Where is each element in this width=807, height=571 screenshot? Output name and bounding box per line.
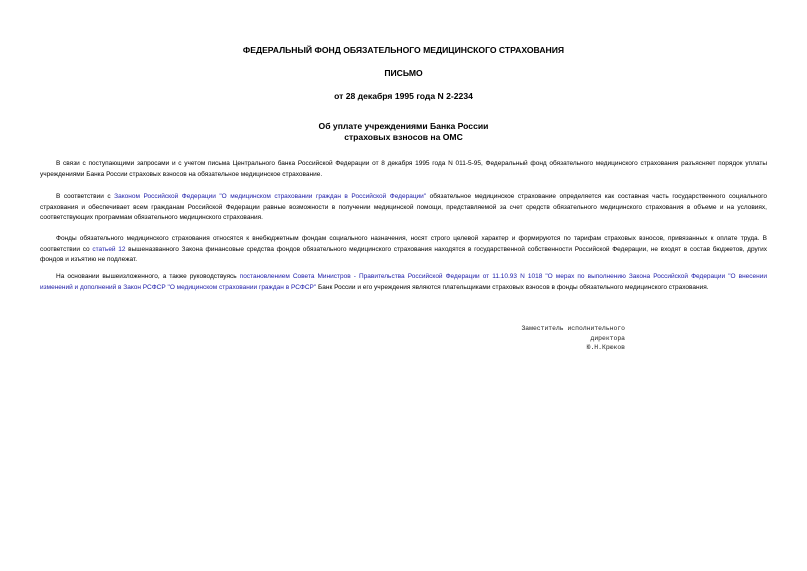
- document-type: ПИСЬМО: [384, 68, 423, 78]
- signature-name: Ю.Н.Крюков: [586, 344, 625, 352]
- government-resolution-link[interactable]: постановлением Совета Министров - Правительства Российской Федерации от 11.10.93 N 1018: [239, 273, 543, 280]
- article-12-link[interactable]: статьей 12: [92, 245, 126, 253]
- paragraph-3: [40, 234, 767, 266]
- signature-position: Заместитель исполнительного: [521, 325, 625, 332]
- paragraph-1: [40, 159, 767, 180]
- signature-position-cont: директора: [590, 334, 625, 342]
- paragraph-2: [40, 192, 767, 224]
- subject-line-2: страховых взносов на ОМС: [344, 132, 463, 142]
- document-date: от 28 декабря 1995 года N 2-2234: [334, 91, 473, 101]
- signature-block: [480, 324, 625, 353]
- paragraph-2-text-start: В соответствии с: [56, 193, 115, 200]
- paragraph-2-text-end: обязательное медицинское страхование определяется как составная часть государственного социального страхования и обеспечивает всем гражданам Российской Федерации равные возможности в получении медицинской помощи, представляемой за счет средств обязательного медицинского страхования в объеме и на условиях, соответствующих программам обязательного медицинского страхования.: [40, 193, 767, 222]
- paragraph-1-text: В связи с поступающими запросами и с учетом письма Центрального банка Российской Федерации от 8 декабря 1995 года N 011-5-95, Федеральный фонд обязательного медицинского страхования разъясняет порядок уплаты учреждениями Банка России страховых взносов на обязательное медицинское страхование.: [40, 160, 767, 178]
- paragraph-4-text-start: На основании вышеизложенного, а также руководствуясь: [56, 273, 240, 280]
- law-amendments-link[interactable]: "О мерах по выполнению Закона Российской Федерации "О внесении изменений и дополнений в Закон РСФСР "О медицинском страховании граждан в РСФСР": [40, 273, 767, 291]
- paragraph-3-text-end: вышеназванного Закона финансовые средства фондов обязательного медицинского страхования находятся в государственной собственности Российской Федерации, не входят в состав бюджетов, других фондов и изъятию не подлежат.: [40, 245, 768, 264]
- paragraph-3-text-start: Фонды обязательного медицинского страхования относятся к внебюджетным фондам социального назначения, носят строго целевой характер и формируются по тарифам страховых взносов, привязанных к оплате труда. В соответствии со: [40, 235, 767, 253]
- organization-title: ФЕДЕРАЛЬНЫЙ ФОНД ОБЯЗАТЕЛЬНОГО МЕДИЦИНСКОГО СТРАХОВАНИЯ: [242, 45, 565, 55]
- paragraph-4-text-end: Банк России и его учреждения являются плательщиками страховых взносов в фонды обязательного медицинского страхования.: [316, 283, 709, 291]
- subject-line-1: Об уплате учреждениями Банка России: [318, 121, 489, 131]
- paragraph-4: [40, 272, 767, 293]
- law-medical-insurance-link[interactable]: Законом Российской Федерации "О медицинском страховании граждан в Российской Федерации": [114, 193, 427, 200]
